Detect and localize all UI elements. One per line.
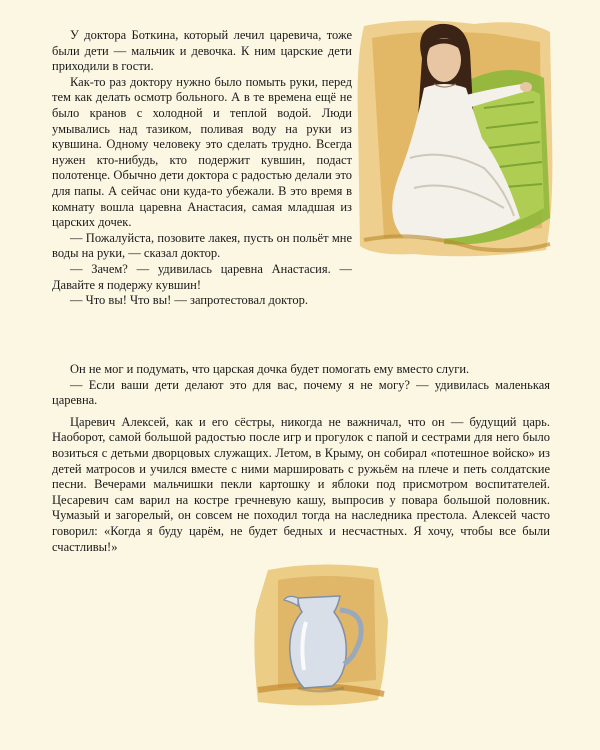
text-column-top <box>52 28 352 309</box>
paragraph: — Что вы! Что вы! — запротестовал доктор. <box>70 293 308 308</box>
paragraph: — Если ваши дети делают это для вас, почему я не могу? — удивилась маленькая царевна. <box>52 377 550 408</box>
text-column-bottom <box>52 362 550 555</box>
illustration-jug <box>248 560 393 710</box>
paragraph: Как-то раз доктору нужно было помыть руки, перед тем как делать осмотр больного. А в те времена ещё не было кранов с холодной и теплой водой. Люди умывались над тазиком, поливая воду на руки из кувшина. Одному человеку это сделать трудно. Всегда нужен кто-нибудь, кто подержит кувшин, подаст полотенце. Обычно дети доктора с радостью делали это для папы. А сейчас они куда-то убежали. В это время в комнату вошла царевна Анастасия, самая младшая из царских дочек. <box>52 74 352 230</box>
paragraph: Царевич Алексей, как и его сёстры, никогда не важничал, что он — будущий царь. Наоборот, самой большой радостью после игр и прогулок с папой и сестрами для него было возиться с детьми дворцовых служащих. Летом, в Крыму, он собирал «потешное войско» из детей матросов и учился вместе с ними маршировать с ружьём на плече и петь солдатские песни. Вечерами мальчишки пекли картошку и яблоки под присмотром воспитателей. Цесаревич сам варил на костре гречневую кашу, выпросив у повара большой половник. Чумазый и загорелый, он совсем не походил тогда на наследника престола. Алексей часто говорил: «Когда я буду царём, не будет бедных и несчастных. Я хочу, чтобы все были счастливы!» <box>52 414 550 554</box>
paragraph: — Пожалуйста, позовите лакея, пусть он польёт мне воды на руки, — сказал доктор. <box>52 230 352 261</box>
paragraph: — Зачем? — удивилась царевна Анастасия. — Давайте я подержу кувшин! <box>52 261 352 292</box>
paragraph: У доктора Боткина, который лечил царевича, тоже были дети — мальчик и девочка. К ним царские дети приходили в гости. <box>52 28 352 74</box>
illustration-girl-on-chair <box>354 18 554 258</box>
paragraph: Он не мог и подумать, что царская дочка будет помогать ему вместо слуги. <box>70 362 470 376</box>
